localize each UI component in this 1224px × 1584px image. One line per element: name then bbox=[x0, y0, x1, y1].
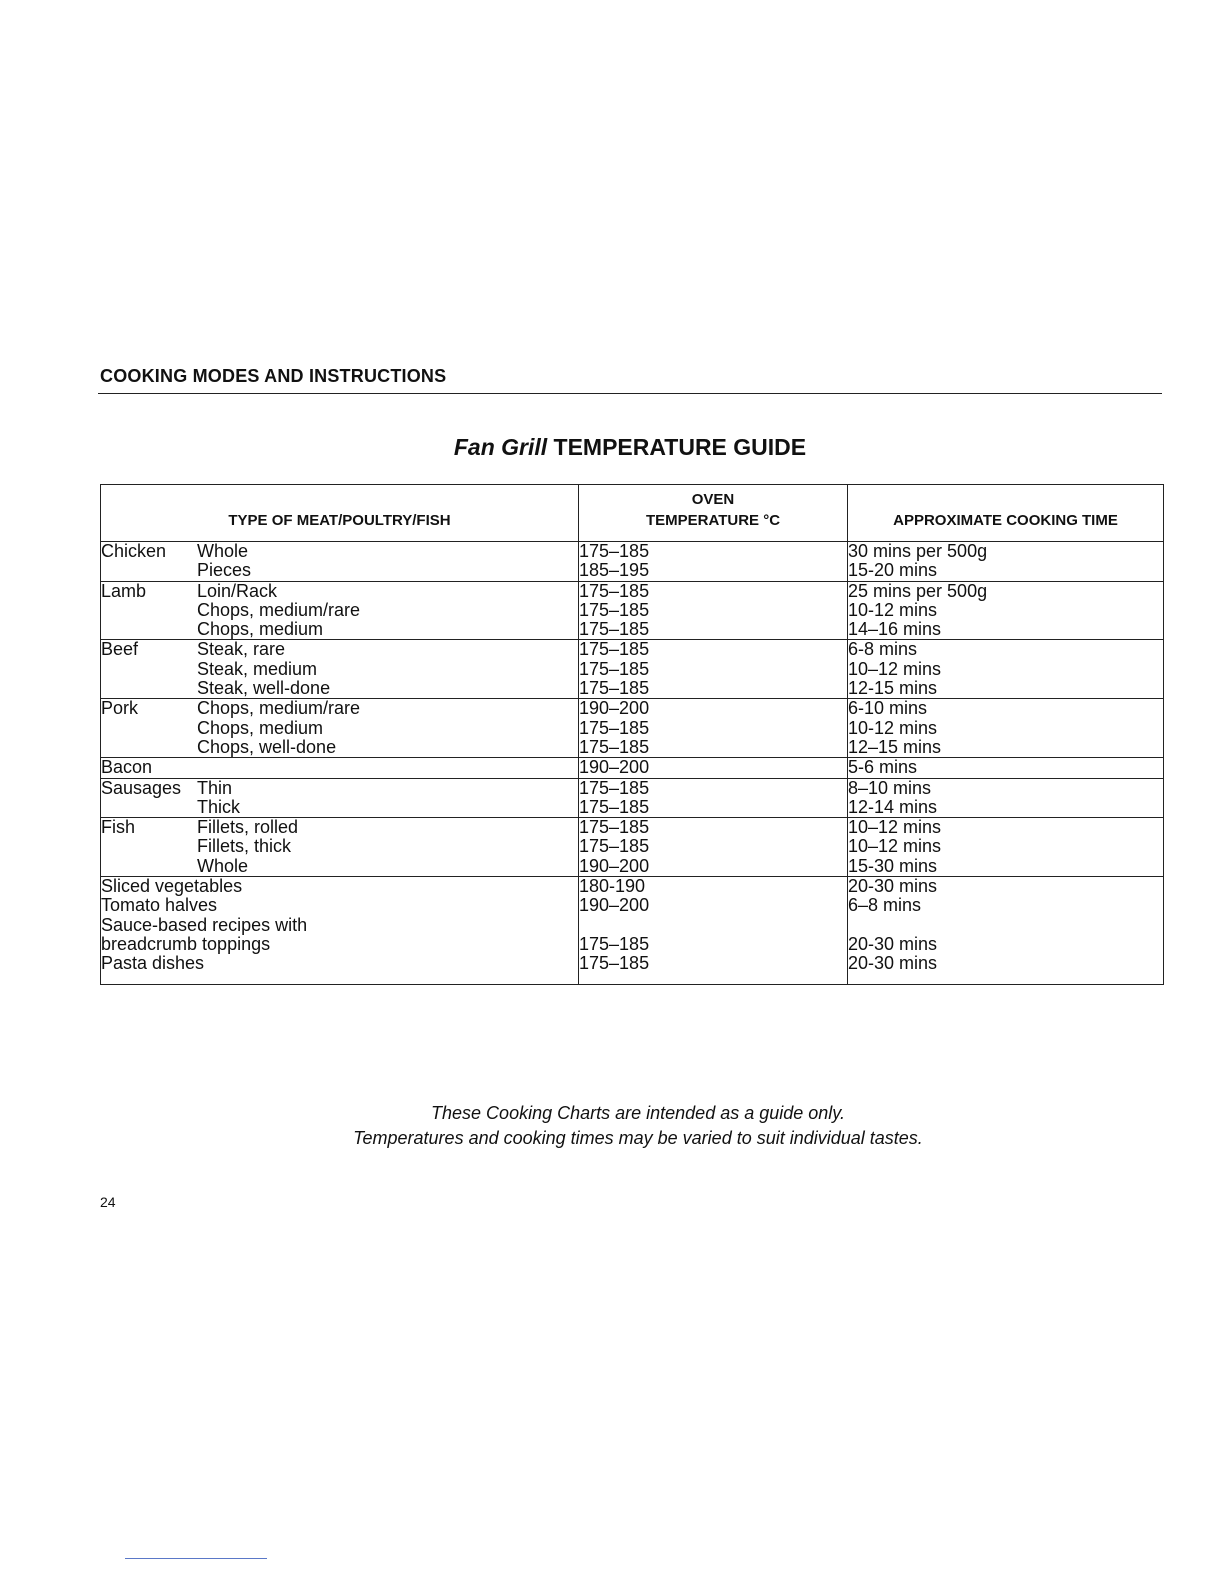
food-items bbox=[197, 758, 202, 777]
temperature-value: 175–185 bbox=[579, 599, 650, 620]
food-item: Chops, medium/rare bbox=[197, 599, 361, 620]
time-cell bbox=[848, 818, 1164, 877]
temperature-cell bbox=[579, 542, 848, 582]
table-header-row bbox=[101, 485, 1164, 542]
temperature-value: 175–185 bbox=[579, 796, 650, 817]
table-row bbox=[101, 699, 1164, 758]
temperature-value: 190–200 bbox=[579, 895, 650, 916]
food-items bbox=[197, 818, 298, 876]
time-value: 20-30 mins bbox=[848, 953, 938, 974]
food-items bbox=[197, 542, 251, 581]
time-value: 30 mins per 500g bbox=[848, 541, 988, 561]
time-value: 12–15 mins bbox=[848, 736, 942, 757]
food-cell bbox=[101, 640, 579, 699]
food-category: Chicken bbox=[101, 541, 167, 561]
food-item: Pieces bbox=[197, 560, 252, 581]
table-row bbox=[101, 640, 1164, 699]
food-cell bbox=[101, 581, 579, 640]
food-item: Fillets, thick bbox=[197, 836, 292, 857]
time-value: 10–12 mins bbox=[848, 658, 942, 679]
time-value: 6-8 mins bbox=[848, 639, 918, 660]
temperature-value: 175–185 bbox=[579, 619, 650, 640]
table-row bbox=[101, 818, 1164, 877]
food-item: Chops, medium bbox=[197, 717, 324, 738]
food-category: Lamb bbox=[101, 580, 147, 601]
temperature-value: 175–185 bbox=[579, 953, 650, 974]
time-cell bbox=[848, 778, 1164, 818]
time-value: 15-20 mins bbox=[848, 560, 938, 581]
title-italic: Fan Grill bbox=[453, 434, 548, 460]
food-item: Chops, medium bbox=[197, 619, 324, 640]
time-cell bbox=[848, 877, 1164, 984]
time-value: 12-15 mins bbox=[848, 678, 938, 699]
food-item: Whole bbox=[197, 855, 249, 876]
food-item: Fillets, rolled bbox=[197, 817, 299, 838]
time-value: 8–10 mins bbox=[848, 777, 932, 798]
temperature-value: 185–195 bbox=[579, 560, 650, 581]
food-cell bbox=[101, 758, 579, 778]
food-category: Pork bbox=[101, 698, 139, 719]
food-item: Sauce-based recipes with bbox=[101, 914, 308, 935]
temperature-value: 190–200 bbox=[579, 698, 650, 719]
food-items bbox=[197, 582, 360, 640]
food-category: Beef bbox=[101, 639, 139, 660]
temperature-value: 175–185 bbox=[579, 777, 650, 798]
table-row bbox=[101, 542, 1164, 582]
time-value: 20-30 mins bbox=[848, 876, 938, 897]
footer-rule bbox=[125, 1558, 267, 1559]
temperature-value: 175–185 bbox=[579, 639, 650, 660]
time-value: 25 mins per 500g bbox=[848, 580, 988, 601]
note-line-2: Temperatures and cooking times may be varied to suit individual tastes. bbox=[353, 1128, 923, 1148]
food-item: Chops, medium/rare bbox=[197, 698, 361, 719]
food-items bbox=[197, 699, 360, 757]
time-value: 6-10 mins bbox=[848, 698, 928, 719]
time-value: 10-12 mins bbox=[848, 717, 938, 738]
food-cell bbox=[101, 877, 579, 984]
food-category: Sausages bbox=[101, 777, 182, 798]
header-temp-line1: OVEN bbox=[691, 491, 735, 508]
header-type: TYPE OF MEAT/POULTRY/FISH bbox=[101, 485, 579, 542]
food-item: Whole bbox=[197, 541, 249, 561]
temperature-value: 175–185 bbox=[579, 678, 650, 699]
temperature-cell bbox=[579, 640, 848, 699]
time-cell bbox=[848, 758, 1164, 778]
page-number: 24 bbox=[100, 1194, 116, 1210]
temperature-value: 190–200 bbox=[579, 757, 650, 778]
time-value: 10–12 mins bbox=[848, 836, 942, 857]
time-value bbox=[848, 916, 1163, 935]
time-value: 14–16 mins bbox=[848, 619, 942, 640]
temperature-cell bbox=[579, 778, 848, 818]
food-item: Thick bbox=[197, 796, 241, 817]
food-item: Thin bbox=[197, 777, 233, 798]
page-title bbox=[0, 434, 1224, 461]
time-value: 15-30 mins bbox=[848, 855, 938, 876]
temperature-cell bbox=[579, 699, 848, 758]
temperature-value: 175–185 bbox=[579, 580, 650, 601]
time-cell bbox=[848, 581, 1164, 640]
temperature-value: 175–185 bbox=[579, 717, 650, 738]
food-item: Sliced vegetables bbox=[101, 876, 243, 897]
temperature-value: 175–185 bbox=[579, 836, 650, 857]
time-cell bbox=[848, 699, 1164, 758]
table-row bbox=[101, 877, 1164, 984]
food-item bbox=[197, 758, 202, 777]
temperature-cell bbox=[579, 877, 848, 984]
table-row bbox=[101, 581, 1164, 640]
food-category: Bacon bbox=[101, 757, 153, 778]
section-header: COOKING MODES AND INSTRUCTIONS bbox=[100, 366, 447, 386]
note-line-1: These Cooking Charts are intended as a guide only. bbox=[431, 1103, 845, 1123]
header-temperature bbox=[579, 485, 848, 542]
header-rule bbox=[98, 393, 1162, 394]
temperature-value: 175–185 bbox=[579, 817, 650, 838]
food-items bbox=[197, 779, 240, 818]
time-value: 12-14 mins bbox=[848, 796, 938, 817]
food-item: Tomato halves bbox=[101, 895, 218, 916]
food-item: breadcrumb toppings bbox=[101, 933, 271, 954]
food-cell bbox=[101, 778, 579, 818]
temperature-cell bbox=[579, 758, 848, 778]
time-value: 10–12 mins bbox=[848, 817, 942, 838]
temperature-value bbox=[579, 916, 847, 935]
food-cell bbox=[101, 699, 579, 758]
food-item: Steak, rare bbox=[197, 639, 286, 660]
temperature-value: 175–185 bbox=[579, 541, 650, 561]
header-temp-line2: TEMPERATURE °C bbox=[645, 512, 781, 529]
time-value: 20-30 mins bbox=[848, 933, 938, 954]
temperature-value: 180-190 bbox=[579, 876, 646, 897]
temperature-value: 175–185 bbox=[579, 658, 650, 679]
time-value: 5-6 mins bbox=[848, 757, 918, 778]
time-cell bbox=[848, 542, 1164, 582]
temperature-value: 175–185 bbox=[579, 736, 650, 757]
time-value: 10-12 mins bbox=[848, 599, 938, 620]
temperature-cell bbox=[579, 818, 848, 877]
food-category: Fish bbox=[101, 817, 136, 838]
food-item: Pasta dishes bbox=[101, 953, 205, 974]
food-cell bbox=[101, 818, 579, 877]
food-item: Steak, well-done bbox=[197, 678, 331, 699]
header-time: APPROXIMATE COOKING TIME bbox=[848, 485, 1164, 542]
table-row bbox=[101, 778, 1164, 818]
food-item: Chops, well-done bbox=[197, 736, 337, 757]
food-item: Loin/Rack bbox=[197, 580, 278, 601]
time-value: 6–8 mins bbox=[848, 895, 922, 916]
table-row bbox=[101, 758, 1164, 778]
time-cell bbox=[848, 640, 1164, 699]
food-items bbox=[197, 640, 330, 698]
food-cell bbox=[101, 542, 579, 582]
food-item: Steak, medium bbox=[197, 658, 318, 679]
temperature-guide-table bbox=[100, 484, 1164, 985]
temperature-value: 175–185 bbox=[579, 933, 650, 954]
title-rest: TEMPERATURE GUIDE bbox=[547, 434, 807, 460]
temperature-value: 190–200 bbox=[579, 855, 650, 876]
temperature-cell bbox=[579, 581, 848, 640]
